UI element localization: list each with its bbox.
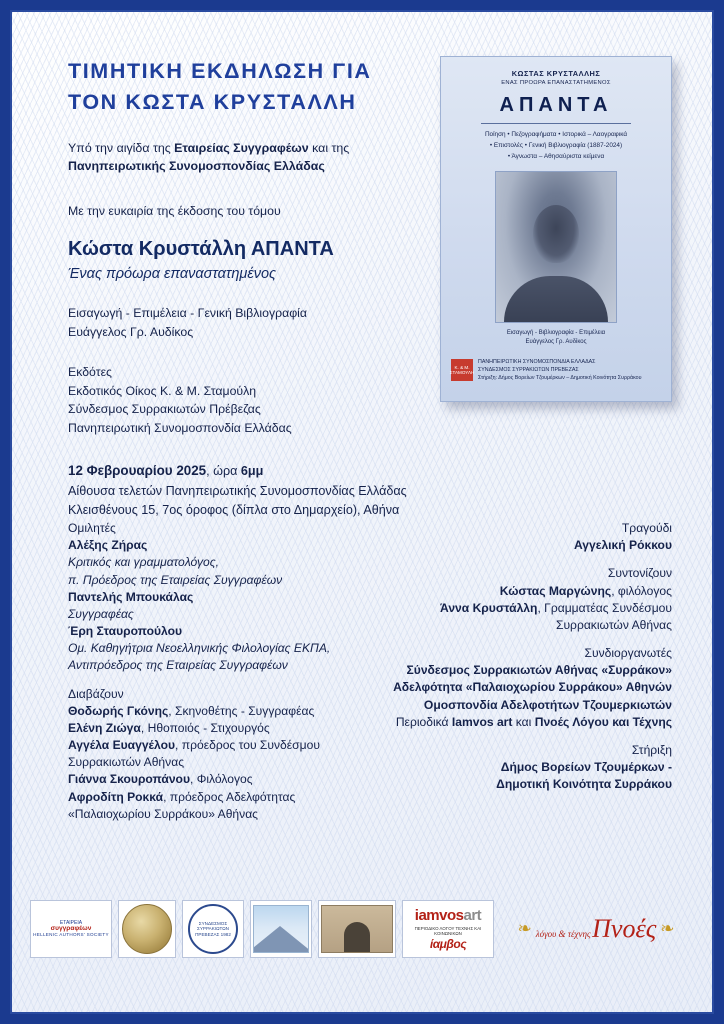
credits-group-coorganizers: [384, 645, 672, 731]
cover-topic-line: • Επιστολές • Γενική Βιβλιογραφία (1887-2024): [489, 141, 623, 149]
person-role-cont: Συρρακιωτών Αθήνας: [68, 755, 185, 770]
publishers-label: Εκδότες: [68, 365, 112, 380]
syrrako-association-seal: [182, 900, 244, 958]
title-line-2: ΤΟΝ ΚΩΣΤΑ ΚΡΥΣΤΑΛΛΗ: [68, 90, 357, 115]
mountain-icon: [253, 905, 309, 953]
cover-main-title: ΑΠΑΝΤΑ: [499, 94, 613, 116]
iamvos-art-logo: [402, 900, 494, 958]
magazines-pre: Περιοδικά: [395, 714, 452, 729]
cover-topics: [451, 130, 661, 163]
cover-footer-line: Στήριξη: Δήμος Βορείων Τζουμέρκων – Δημοτική Κοινότητα Συρράκου: [478, 375, 642, 382]
publisher-item: Σύνδεσμος Συρρακιωτών Πρέβεζας: [68, 402, 261, 417]
credits-group-speakers: [68, 520, 384, 675]
arch-icon: [321, 905, 393, 953]
credits-columns: [68, 520, 672, 823]
person-name: Αφροδίτη Ροκκά: [68, 789, 164, 804]
occasion-text: Με την ευκαιρία της έκδοσης του τόμου: [68, 204, 281, 219]
credits-group-moderators: [384, 565, 672, 634]
organization-name: Αδελφότητα «Παλαιοχωρίου Συρράκου» Αθηνών: [393, 680, 672, 695]
mountain-emblem: [250, 900, 312, 958]
portrait-shoulders: [504, 276, 608, 322]
pnoes-big: Πνοές: [592, 914, 657, 944]
flourish-right-icon: ❧: [660, 918, 675, 938]
publisher-logo-icon: Κ. & Μ. ΣΤΑΜΟΥΛΗ: [451, 359, 473, 381]
credits-group-readers: [68, 686, 384, 823]
pnoes-small: λόγου & τέχνης: [535, 929, 591, 940]
person-role-cont: «Παλαιοχωρίου Συρράκου» Αθήνας: [68, 806, 259, 821]
publisher-item: Πανηπειρωτική Συνομοσπονδία Ελλάδας: [68, 420, 292, 435]
coin-icon: [122, 904, 172, 954]
aegis-org-1: Εταιρείας Συγγραφέων: [174, 141, 309, 156]
credits-left-column: [68, 520, 384, 823]
publisher-item: Εκδοτικός Οίκος Κ. & Μ. Σταμούλη: [68, 383, 257, 398]
person-name: Αγγελική Ρόκκου: [573, 538, 672, 553]
venue-line-1: Αίθουσα τελετών Πανηπειρωτικής Συνομοσπονδίας Ελλάδας: [68, 483, 407, 498]
iamvos-wordmark: [405, 907, 491, 952]
person-role: , Φιλόλογος: [190, 772, 253, 787]
person-role: , φιλόλογος: [611, 583, 672, 598]
person-name: Παντελής Μπουκάλας: [68, 589, 194, 604]
aegis-pre: Υπό την αιγίδα της: [68, 141, 175, 156]
group-header: Διαβάζουν: [68, 686, 124, 701]
organization-name: Ομοσπονδία Αδελφοτήτων Τζουμερκιωτών: [423, 697, 672, 712]
cover-divider: [481, 123, 631, 124]
person-role: , Ηθοποιός - Στιχουργός: [140, 720, 270, 735]
cover-caption-line: Εισαγωγή - Βιβλιογραφία - Επιμέλεια: [506, 329, 606, 336]
credits-group-song: [384, 520, 672, 554]
iamvos-greek: ίαμβος: [429, 937, 467, 952]
person-role: , Γραμματέας Συνδέσμου: [537, 600, 672, 615]
person-name: Κώστας Μαργώνης: [499, 583, 612, 598]
flourish-left-icon: ❧: [517, 918, 532, 938]
person-role: , Σκηνοθέτης - Συγγραφέας: [168, 703, 315, 718]
organization-name: Δημοτική Κοινότητα Συρράκου: [496, 777, 672, 792]
group-header: Συντονίζουν: [607, 566, 672, 581]
ehs-line-1: ΕΤΑΙΡΕΙΑ: [59, 919, 83, 926]
cover-author: ΚΩΣΤΑΣ ΚΡΥΣΤΑΛΛΗΣ: [511, 69, 601, 78]
iamvos-tagline: ΠΕΡΙΟΔΙΚΟ ΛΟΓΟΥ ΤΕΧΝΗΣ ΚΑΙ ΚΟΙΝΩΝΙΚΩΝ: [414, 925, 482, 936]
cover-footer: [451, 358, 661, 383]
credits-group-support: [384, 742, 672, 794]
aegis-post: και της: [308, 141, 350, 156]
group-header: Ομιλητές: [68, 521, 116, 535]
person-role: , πρόεδρος Αδελφότητας: [163, 789, 296, 804]
group-header: Τραγούδι: [621, 521, 672, 535]
cover-footer-line: ΣΥΝΔΕΣΜΟΣ ΣΥΡΡΑΚΙΩΤΩΝ ΠΡΕΒΕΖΑΣ: [478, 367, 579, 374]
group-header: Στήριξη: [631, 742, 672, 757]
cover-subtitle: ΕΝΑΣ ΠΡΟΩΡΑ ΕΠΑΝΑΣΤΑΤΗΜΕΝΟΣ: [501, 80, 611, 86]
cover-portrait-engraving: [495, 171, 617, 323]
ehs-line-3: HELLENIC AUTHORS' SOCIETY: [33, 931, 109, 937]
iamvos-art: art: [463, 906, 482, 924]
page-title: [68, 56, 428, 118]
aegis-block: [68, 140, 398, 176]
magazine-name-2: Πνοές Λόγου και Τέχνης: [534, 714, 672, 729]
person-name: Ελένη Ζιώγα: [68, 720, 141, 735]
editorial-label: Εισαγωγή - Επιμέλεια - Γενική Βιβλιογραφία: [68, 306, 308, 321]
event-datetime-block: [68, 461, 672, 521]
aegis-org-2: Πανηπειρωτικής Συνομοσπονδίας Ελλάδας: [68, 159, 325, 174]
organization-name: Σύνδεσμος Συρρακιωτών Αθήνας «Συρράκον»: [406, 663, 672, 678]
cover-footer-line: ΠΑΝΗΠΕΙΡΩΤΙΚΗ ΣΥΝΟΜΟΣΠΟΝΔΙΑ ΕΛΛΑΔΑΣ: [478, 358, 596, 365]
pnoes-text: [536, 913, 657, 944]
event-date: 12 Φεβρουαρίου 2025: [68, 462, 207, 478]
cover-caption: [451, 329, 661, 348]
cover-footer-text: [478, 358, 642, 383]
cover-topic-line: Ποίηση • Πεζογραφήματα • Ιστορικά – Λαογραφικά: [484, 131, 628, 138]
pnoes-logo: [500, 900, 692, 958]
pnoes-wordmark: [517, 913, 674, 944]
cover-topic-line: • Άγνωστα – Αθησαύριστα κείμενα: [507, 152, 605, 160]
credits-right-column: [384, 520, 672, 793]
magazine-name-1: Ιamvos art: [451, 714, 513, 729]
stone-arch-emblem: [318, 900, 396, 958]
editorial-value: Ευάγγελος Γρ. Αυδίκος: [68, 324, 194, 339]
person-desc: Συγγραφέας: [68, 606, 134, 621]
coin-logo: [118, 900, 176, 958]
person-name: Θοδωρής Γκόνης: [68, 703, 169, 718]
event-time: 6μμ: [240, 463, 264, 478]
person-role-cont: Συρρακιωτών Αθήνας: [555, 617, 672, 632]
ehs-line-2: συγγραφέων: [50, 924, 92, 932]
credits-section: [68, 520, 672, 823]
iamvos-main: iamvos: [414, 906, 464, 924]
seal-icon: ΣΥΝΔΕΣΜΟΣ ΣΥΡΡΑΚΙΩΤΩΝ ΠΡΕΒΕΖΑΣ 1982: [188, 904, 238, 954]
person-name: Γιάννα Σκουροπάνου: [68, 772, 190, 787]
group-header: Συνδιοργανωτές: [584, 646, 672, 661]
person-desc: Ομ. Καθηγήτρια Νεοελληνικής Φιλολογίας ΕΚΠΑ,: [68, 641, 331, 656]
event-time-sep: , ώρα: [206, 463, 241, 478]
person-desc: Αντιπρόεδρος της Εταιρείας Συγγραφέων: [68, 658, 288, 673]
person-desc: π. Πρόεδρος της Εταιρείας Συγγραφέων: [68, 572, 283, 587]
person-desc: Κριτικός και γραμματολόγος,: [68, 555, 220, 570]
venue-line-2: Κλεισθένους 15, 7ος όροφος (δίπλα στο Δημαρχείο), Αθήνα: [68, 503, 400, 518]
magazines-mid: και: [512, 714, 535, 729]
person-name: Έρη Σταυροπούλου: [68, 624, 183, 639]
person-name: Αγγέλα Ευαγγέλου: [68, 738, 176, 753]
person-name: Αλέξης Ζήρας: [68, 538, 148, 553]
person-name: Άννα Κρυστάλλη: [440, 600, 538, 615]
sponsor-logo-strip: [22, 898, 702, 960]
cover-caption-line: Ευάγγελος Γρ. Αυδίκος: [525, 339, 587, 346]
book-title: Κώστα Κρυστάλλη ΑΠΑΝΤΑ: [68, 238, 334, 261]
title-line-1: ΤΙΜΗΤΙΚΗ ΕΚΔΗΛΩΣΗ ΓΙΑ: [68, 59, 372, 83]
ehs-logo-icon: [33, 921, 109, 938]
hellenic-authors-society-logo: [30, 900, 112, 958]
book-cover-image: [440, 56, 672, 402]
organization-name: Δήμος Βορείων Τζουμέρκων -: [500, 760, 672, 775]
person-role: , πρόεδρος του Συνδέσμου: [175, 738, 320, 753]
poster-frame: [10, 10, 714, 1014]
book-subtitle: Ένας πρόωρα επαναστατημένος: [68, 266, 277, 283]
